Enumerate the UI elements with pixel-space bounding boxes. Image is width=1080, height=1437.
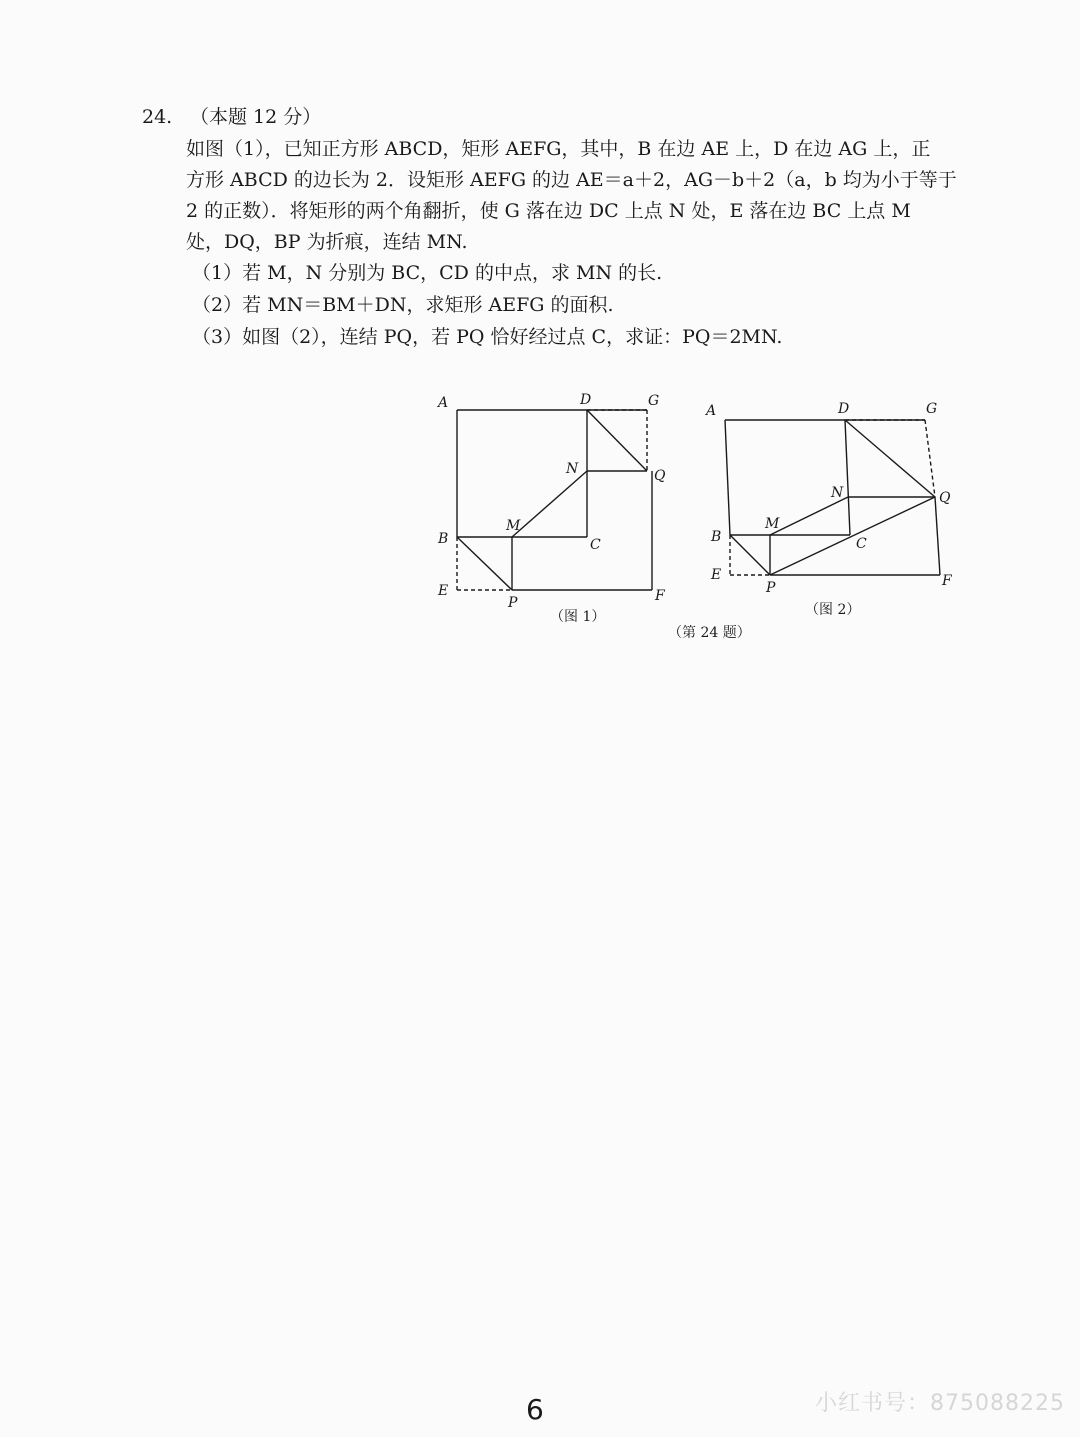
figure-1 [457,410,652,590]
fig2-label-A: A [706,403,717,419]
fig1-label-E: E [438,583,449,599]
fig2-label-P: P [766,580,776,596]
fig1-segment-MN [512,471,587,537]
fig1-label-Q: Q [654,468,666,484]
fig2-label-B: B [711,529,722,545]
sub-question-1: （1）若 M，N 分别为 BC，CD 的中点，求 MN 的长. [192,262,663,284]
watermark: 小红书号：875088225 [815,1391,1065,1416]
fig2-label-G: G [926,401,938,417]
fig2-label-N: N [831,485,844,501]
fig2-segment-MN [770,497,848,535]
fig1-fold-BP [457,537,512,590]
fig1-label-A: A [438,395,449,411]
fig2-label-D: D [838,401,850,417]
fig2-label-M: M [765,516,780,532]
question-score: （本题 12 分） [190,106,322,128]
fig2-edge-QF [935,497,940,575]
page-number: 6 [526,1393,544,1426]
fig2-edge-DC [845,420,850,535]
fig2-label-C: C [856,536,867,552]
figure-group-caption: （第 24 题） [668,625,751,641]
fig1-label-N: N [566,461,579,477]
fig1-label-F: F [655,588,665,604]
sub-question-3: （3）如图（2），连结 PQ，若 PQ 恰好经过点 C，求证：PQ＝2MN. [192,326,783,348]
fig1-label-B: B [438,531,449,547]
sub-question-2: （2）若 MN＝BM＋DN，求矩形 AEFG 的面积. [192,294,614,316]
fig1-label-D: D [580,392,592,408]
question-number: 24. [142,106,173,128]
fig1-label-C: C [590,537,601,553]
fig2-caption: （图 2） [805,602,861,618]
stem-line: 如图（1），已知正方形 ABCD，矩形 AEFG，其中，B 在边 AE 上，D 在边 AG 上，正 [186,138,931,160]
fig2-label-E: E [711,567,722,583]
fig1-label-P: P [508,595,518,611]
fig1-label-G: G [648,393,660,409]
figure-2-labels [704,401,953,618]
fig2-edge-GQ [925,420,935,497]
stem-line: 方形 ABCD 的边长为 2．设矩形 AEFG 的边 AE＝a＋2，AG－b＋2（a，b 均为小于等于 [186,169,957,191]
figures [420,385,980,650]
fig2-label-F: F [942,573,952,589]
geometry-figures [420,385,980,650]
fig2-fold-BP [730,535,770,575]
fig2-label-Q: Q [939,490,951,506]
fig1-caption: （图 1） [550,609,606,625]
fig1-label-M: M [506,518,521,534]
question-stem [186,134,976,258]
stem-line: 处，DQ，BP 为折痕，连结 MN. [186,231,468,253]
stem-line: 2 的正数）．将矩形的两个角翻折，使 G 落在边 DC 上点 N 处，E 落在边 BC 上点 M [186,200,911,222]
fig1-fold-DQ [587,410,647,471]
fig2-segment-PQ [770,497,935,575]
fig2-edge-AB [725,420,730,535]
fig2-fold-DQ [845,420,935,497]
